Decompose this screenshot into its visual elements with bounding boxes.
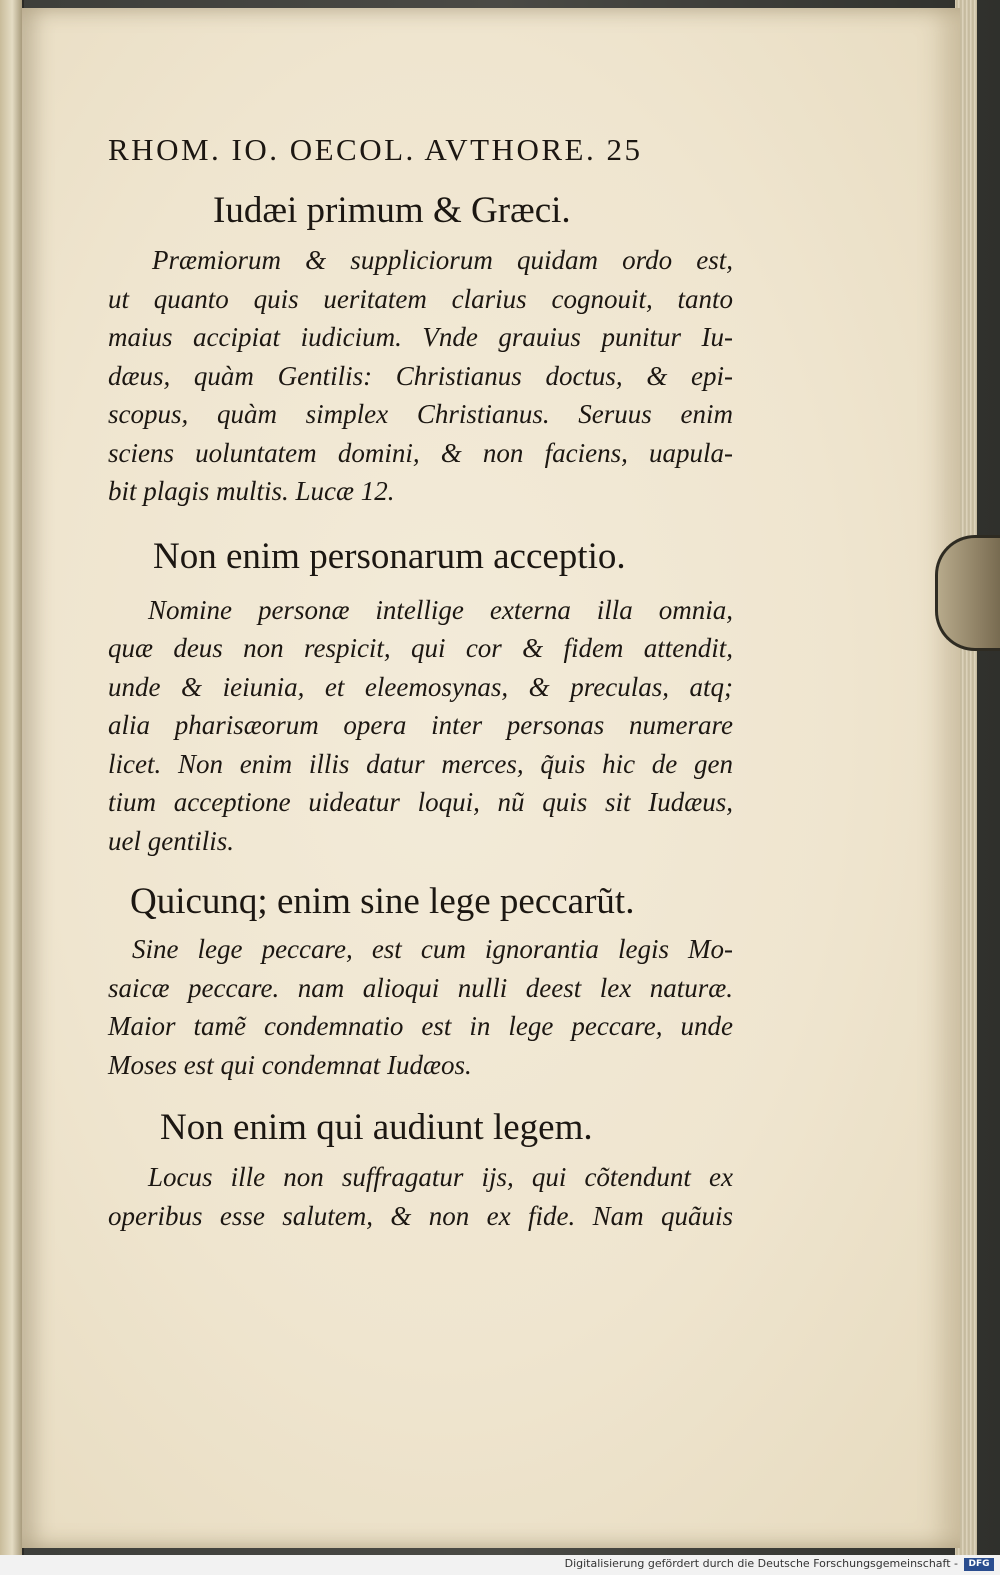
text-line: uel gentilis. [108,825,234,856]
previous-page-edge [0,0,24,1575]
text-line: saicæ peccare. nam alioqui nulli deest lex naturæ. [108,972,733,1003]
text-line: alia pharisæorum opera inter personas numerare [108,710,733,740]
text-line: dæus, quàm Gentilis: Christianus doctus, & epi- [108,360,733,391]
lemma-heading: Non enim personarum acceptio. [153,535,626,577]
text-line: scopus, quàm simplex Christianus. Seruus enim [108,399,733,429]
text-line: tium acceptione uideatur loqui, nũ quis sit Iudæus, [108,787,733,817]
text-line: operibus esse salutem, & non ex fide. Nam quãuis [108,1200,733,1231]
page-text-block [108,125,733,1235]
text-line: maius accipiat iudicium. Vnde grauius punitur Iu- [108,322,733,352]
text-line: Nomine personæ intellige externa illa omnia, [148,594,733,625]
book-clasp [935,535,1000,651]
text-line: unde & ieiunia, et eleemosynas, & preculas, atq; [108,671,733,702]
lemma-heading: Quicunq; enim sine lege peccarũt. [130,881,635,922]
text-line: Sine lege peccare, est cum ignorantia legis Mo- [132,934,733,964]
text-line: Locus ille non suffragatur ijs, qui cõtendunt ex [148,1162,733,1192]
text-line: sciens uoluntatem domini, & non faciens, uapula- [108,437,733,468]
commentary-paragraph [108,241,733,511]
text-line: ut quanto quis ueritatem clarius cognouit, tanto [108,283,733,314]
text-line: Moses est qui condemnat Iudæos. [108,1049,472,1080]
text-line: quæ deus non respicit, qui cor & fidem attendit, [108,633,733,663]
commentary-paragraph [108,930,733,1084]
commentary-paragraph [108,1158,733,1235]
funding-credit: Digitalisierung gefördert durch die Deutsche Forschungsgemeinschaft - [564,1557,958,1570]
lemma-heading: Iudæi primum & Græci. [213,190,571,231]
text-line: bit plagis multis. Lucæ 12. [108,476,395,506]
commentary-paragraph [108,591,733,861]
text-line: licet. Non enim illis datur merces, q̃uis hic de gen [108,748,733,779]
text-line: Maior tamẽ condemnatio est in lege peccare, unde [108,1011,733,1041]
dfg-logo: DFG [964,1558,994,1571]
text-line: Præmiorum & suppliciorum quidam ordo est, [152,245,733,275]
running-head: RHOM. IO. OECOL. AVTHORE. 25 [108,132,643,167]
lemma-heading: Non enim qui audiunt legem. [160,1107,593,1148]
